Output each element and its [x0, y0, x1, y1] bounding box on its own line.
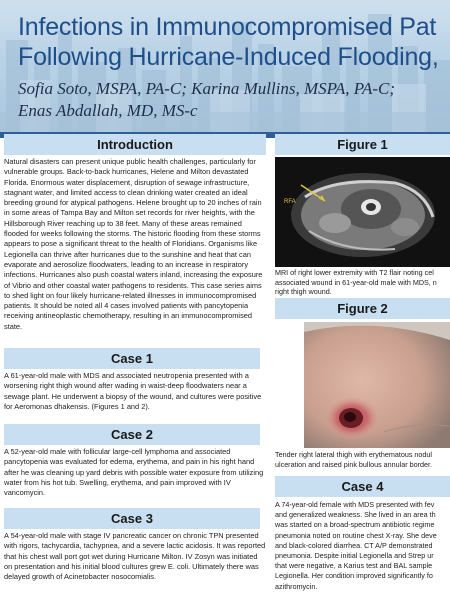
case4-text: A 74-year-old female with MDS presented with fev and generalized weakness. She lived in an area th was started on a broad-spectrum antibiotic regime pneumonia noted on routine chest X-ray. She deve and black-colored diarrhea. CT A/P demonstrated pneumonia. Despite initial Legionella and Strep ur that were negative, a Karius test and BAL sample Legionella. Her condition improved significantly fo azithromycin.: [275, 500, 437, 591]
poster-header: [0, 0, 450, 132]
case2-heading: Case 2: [4, 424, 260, 445]
mri-image: [275, 157, 450, 267]
figure2-caption: Tender right lateral thigh with erythematous nodul ulceration and raised pink bullous annular border.: [275, 450, 433, 469]
case1-text: A 61-year-old male with MDS and associated neutropenia presented with a worsening right thigh wound after wading in waist-deep floodwaters near a sewage plant. He underwent a biopsy of the wound, and cultures were positive for Aeromonas dhakensis. (Figures 1 and 2).: [4, 371, 262, 411]
poster-title: Infections in Immunocompromised Pat Following Hurricane-Induced Flooding,: [18, 13, 439, 71]
case2-text: A 52-year-old male with follicular large-cell lymphoma and associated pancytopenia was evaluated for edema, erythema, and pain in his right hand after he was cleaning up yard debris with possible water exposure from utilizing water from his hot tub. Swelling, erythema, and pain improved with IV vancomycin.: [4, 447, 264, 498]
figure2-heading: Figure 2: [275, 298, 450, 319]
wound-photo: [304, 322, 450, 448]
introduction-heading: Introduction: [4, 134, 266, 155]
case4-heading: Case 4: [275, 476, 450, 497]
case3-heading: Case 3: [4, 508, 260, 529]
introduction-text: Natural disasters can present unique public health challenges, particularly for vulnerable groups. Back-to-back hurricanes, Helene and Milton devastated Florida. Enormous water displacement, disruption of sewage infrastructure, stagnant water, and limited access to clean drinking water created an ideal breeding ground for atypical pathogens. Helene brought up to 20 inches of rain in some areas of Tampa Bay and Milton set records for river heights, with the Hillsborough River reaching up to 38 feet. Many of these areas remained flooded for weeks following the storms. The historic flooding from these storms appears to pose a significant threat to the health of Floridians. Organisms like Legionella can thrive after hurricanes due to the sunshine and heat that can evaporate and aerosolize floodwaters, leading to an increase in respiratory infections. Hurricanes also push coastal waters inland, increasing the exposure of Vibrio and other coastal water pathogens to residents. This case series aims to shed light on four likely hurricane-related illnesses in immunocompromised patients. It should be noted all 4 cases involved patients with pancytopenia receiving antineoplastic chemotherapy, resulting in an immunocompromised state.: [4, 157, 263, 331]
case1-heading: Case 1: [4, 348, 260, 369]
figure1-heading: Figure 1: [275, 134, 450, 155]
mri-scan-graphic: [275, 157, 450, 267]
figure1-caption: MRI of right lower extremity with T2 flair noting cel associated wound in 61-year-old male with MDS, n right thigh wound.: [275, 268, 437, 297]
mri-marker-label: RFA: [284, 199, 296, 205]
case3-text: A 54-year-old male with stage IV pancreatic cancer on chronic TPN presented with rigors, tachycardia, tachypnea, and a severe lactic acidosis. It was reported that his chest wall port got wet during Hurricane Milton. IV Zosyn was initiated on presentation and his initial blood cultures grew E. coli. Ultimately there was delayed growth of Acinetobacter nosocomialis.: [4, 531, 266, 582]
poster-authors: Sofia Soto, MSPA, PA-C; Karina Mullins, MSPA, PA-C; Enas Abdallah, MD, MS-c: [18, 79, 395, 120]
wound-photo-graphic: [304, 322, 450, 448]
